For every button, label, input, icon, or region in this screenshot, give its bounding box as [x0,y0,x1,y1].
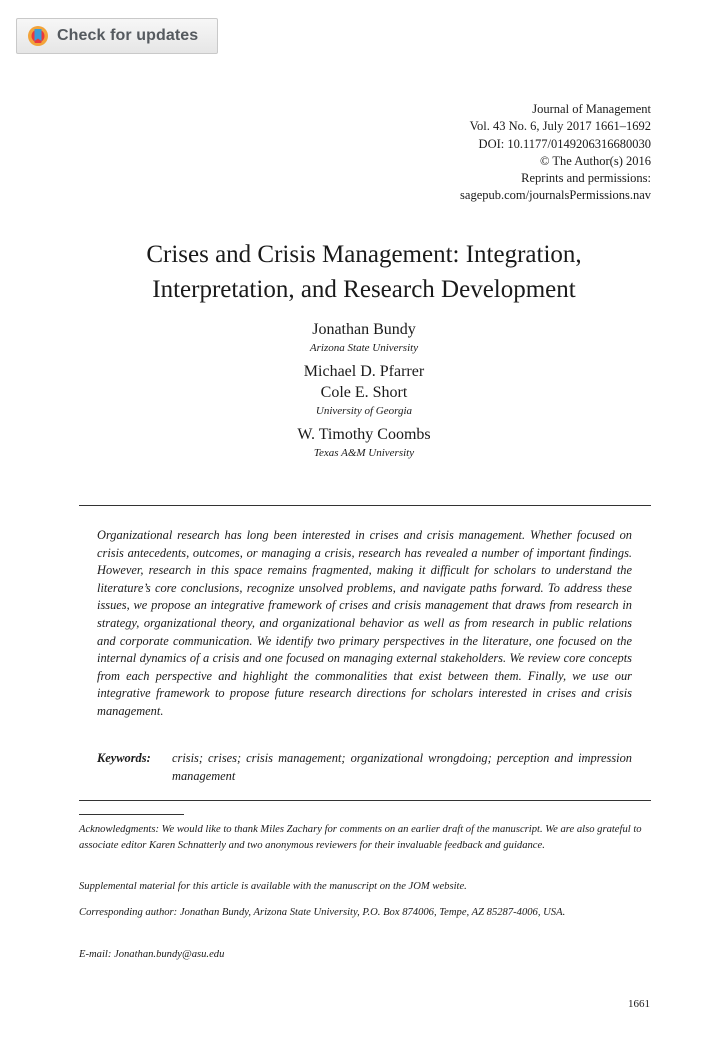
journal-volume: Vol. 43 No. 6, July 2017 1661–1692 [469,119,651,134]
check-for-updates-icon [27,25,49,47]
abstract-top-rule [79,505,651,506]
author-name: Cole E. Short [320,384,408,401]
journal-reprints: Reprints and permissions: [521,171,651,186]
abstract-text: Organizational research has long been interested in crises and crisis management. Whether focused on crisis antecedents, outcomes, or managing a crisis, research has revealed a number of important findings. However, research in this space remains fragmented, making it difficult for scholars to understand the literature’s core conclusions, recognize unsolved problems, and navigate paths forward. To address these issues, we propose an integrative framework of crises and crisis management that draws from research in strategy, organizational theory, and organizational behavior as well as from research in public relations and corporate communication. We identify two primary perspectives in the literature, one focused on the internal dynamics of a crisis and one focused on managing external stakeholders. We review core concepts from each perspective and highlight the commonalities that exist between them. Finally, we use our integrative framework to propose future research directions for scholars interested in crises and crisis management. [97,528,632,718]
article-title [60,237,668,307]
title-line-1: Crises and Crisis Management: Integration, [146,241,582,268]
page-number: 1661 [628,998,650,1010]
author-name: Michael D. Pfarrer [303,363,425,380]
keywords-section [97,750,632,785]
check-for-updates-button[interactable] [16,18,218,54]
author-name: W. Timothy Coombs [297,426,431,443]
author-affiliation: Arizona State University [309,342,419,354]
check-for-updates-label: Check for updates [57,27,199,44]
author-affiliation: Texas A&M University [313,447,415,459]
journal-name: Journal of Management [532,102,651,116]
journal-copyright: © The Author(s) 2016 [540,153,651,168]
journal-permissions-link[interactable]: sagepub.com/journalsPermissions.nav [460,188,651,203]
abstract-bottom-rule [79,800,651,801]
footnote-rule [79,814,184,815]
title-line-2: Interpretation, and Research Development [152,276,576,303]
author-name: Jonathan Bundy [312,321,416,338]
email-note: E-mail: Jonathan.bundy@asu.edu [79,949,225,960]
keywords-text: crisis; crises; crisis management; organizational wrongdoing; perception and impression management [172,751,632,783]
journal-info [460,101,651,205]
acknowledgments-note: Acknowledgments: We would like to thank Miles Zachary for comments on an earlier draft of the manuscript. We are also grateful to associate editor Karen Schnatterly and two anonymous reviewers for their invaluable feedback and guidance. [79,824,642,851]
author-block [60,319,668,466]
corresponding-author-note: Corresponding author: Jonathan Bundy, Arizona State University, P.O. Box 874006, Tempe, AZ 85287-4006, USA. [79,907,566,918]
keywords-label: Keywords: [97,751,151,765]
author-affiliation: University of Georgia [315,405,413,417]
journal-doi: DOI: 10.1177/0149206316680030 [478,136,651,151]
supplemental-note: Supplemental material for this article is available with the manuscript on the JOM website. [79,881,467,892]
